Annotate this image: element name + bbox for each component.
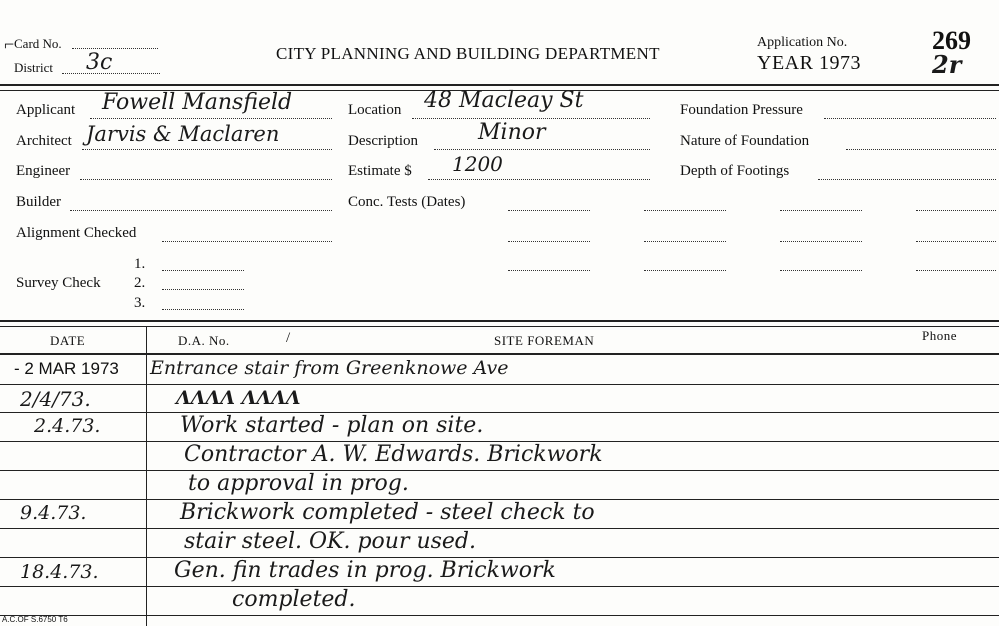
table-top-rule [0,320,999,322]
conc-test-line [508,241,590,242]
alignment-label: Alignment Checked [16,225,137,241]
phone-column-header: Phone [922,328,957,343]
nature-foundation-line [846,149,996,150]
district-value: 3c [86,50,113,75]
survey-line-1 [162,270,244,271]
table-row-text: stair steel. OK. pour used. [184,529,477,554]
architect-value: Jarvis & Maclaren [86,122,280,146]
location-line [412,118,650,119]
foundation-pressure-label: Foundation Pressure [680,102,803,118]
table-row-text: Contractor A. W. Edwards. Brickwork [184,442,603,467]
application-no-label: Application No. [757,35,848,50]
conc-test-line [644,210,726,211]
estimate-line [428,179,650,180]
depth-footings-label: Depth of Footings [680,163,790,179]
table-row-text: Entrance stair from Greenknowe Ave [150,357,509,379]
table-row-text: completed. [232,587,356,612]
header-rule [0,84,999,86]
location-label: Location [348,102,402,118]
table-row-text: Brickwork completed - steel check to [180,500,595,525]
conc-tests-label: Conc. Tests (Dates) [348,194,466,210]
table-header-rule [0,353,999,355]
applicant-label: Applicant [16,102,76,118]
survey-line-2 [162,289,244,290]
table-row-line [0,384,999,385]
card-no-label: Card No. [14,36,62,51]
description-value: Minor [478,120,546,145]
table-row-text: to approval in prog. [188,471,409,496]
engineer-label: Engineer [16,163,71,179]
architect-line [82,149,332,150]
engineer-line [80,179,332,180]
card-no-line [72,48,158,49]
application-number: 269 [932,26,971,55]
table-row-text: Work started - plan on site. [180,413,484,438]
builder-line [70,210,332,211]
year-label: YEAR 1973 [757,52,861,74]
description-label: Description [348,133,418,149]
conc-test-line [508,270,590,271]
foundation-pressure-line [824,118,996,119]
corner-mark: ⌐ [4,34,15,54]
conc-test-line [508,210,590,211]
conc-test-line [780,270,862,271]
table-row-text: ΛΛΛΛ ΛΛΛΛ [176,387,301,409]
location-value: 48 Macleay St [424,88,584,113]
estimate-value: 1200 [452,152,503,176]
printer-mark: A.C.OF S.6750 T6 [2,615,68,624]
survey-number-3: 3. [134,295,146,311]
architect-label: Architect [16,133,72,149]
conc-test-line [644,241,726,242]
conc-test-line [916,241,996,242]
da-no-column-header: D.A. No. [178,333,230,348]
survey-number-2: 2. [134,275,146,291]
district-label: District [14,60,53,75]
conc-test-line [916,270,996,271]
survey-number-1: 1. [134,256,146,272]
table-row-date: 2/4/73. [20,387,91,411]
conc-test-line [780,241,862,242]
table-row-date: - 2 MAR 1973 [14,359,119,378]
department-title: CITY PLANNING AND BUILDING DEPARTMENT [276,44,660,63]
table-row-line [0,412,999,413]
nature-foundation-label: Nature of Foundation [680,133,810,149]
table-top-rule-thin [0,326,999,327]
description-line [434,149,650,150]
table-row-line [0,470,999,471]
application-scrawl: 2r [932,50,962,79]
depth-footings-line [818,179,996,180]
conc-test-line [644,270,726,271]
table-row-date: 18.4.73. [20,561,99,583]
table-row-line [0,528,999,529]
applicant-line [90,118,332,119]
conc-test-line [780,210,862,211]
survey-check-label: Survey Check [16,275,101,291]
date-column-divider [146,326,147,626]
applicant-value: Fowell Mansfield [102,90,293,115]
table-row-line [0,615,999,616]
table-row-date: 2.4.73. [34,415,101,437]
survey-line-3 [162,309,244,310]
table-row-line [0,586,999,587]
site-foreman-column-header: SITE FOREMAN [494,333,595,348]
table-row-text: Gen. fin trades in prog. Brickwork [174,558,556,583]
date-column-header: DATE [50,333,86,348]
table-row-date: 9.4.73. [20,502,87,524]
da-no-mark: / [286,330,291,346]
conc-test-line [916,210,996,211]
estimate-label: Estimate $ [348,163,412,179]
alignment-line [162,241,332,242]
builder-label: Builder [16,194,61,210]
